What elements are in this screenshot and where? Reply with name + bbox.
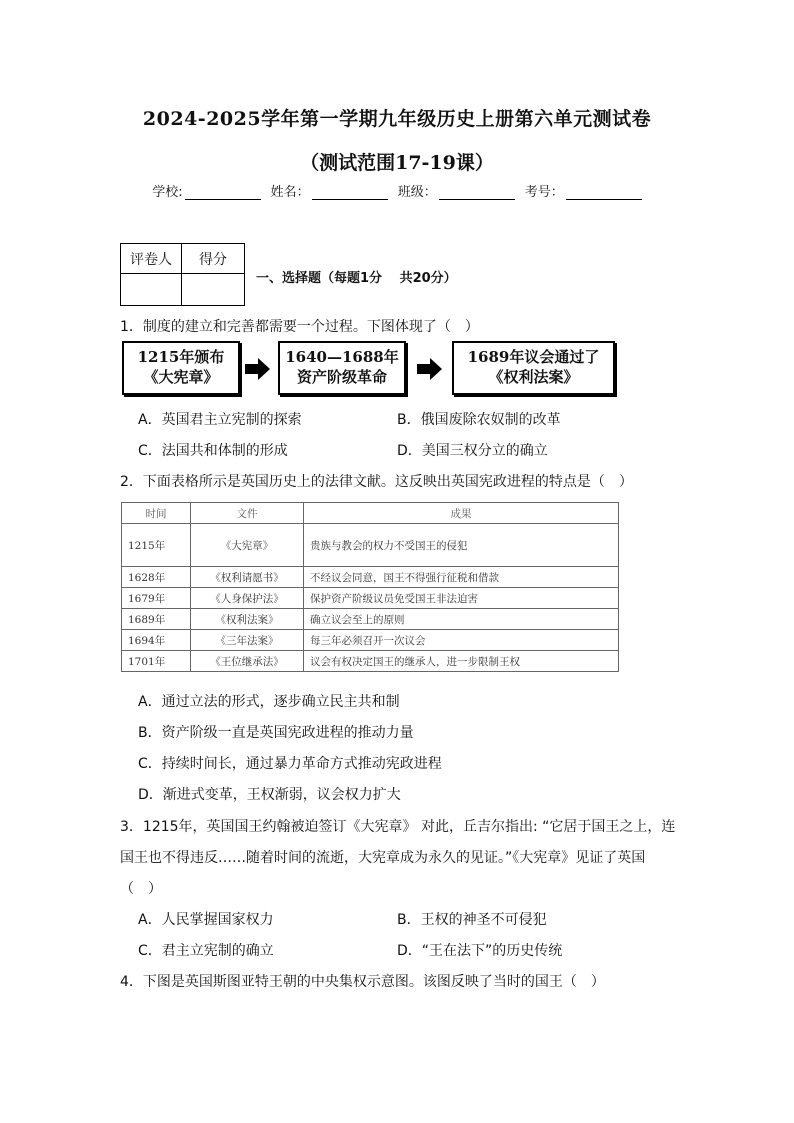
score-cell[interactable] (182, 274, 245, 306)
name-blank[interactable] (312, 185, 388, 200)
q1-option-d[interactable]: D．美国三权分立的确立 (397, 443, 548, 459)
flow-box-3-line2: 《权利法案》 (488, 368, 579, 386)
right-arrow-icon (417, 358, 443, 380)
class-label: 班级： (397, 185, 437, 200)
row-year: 1628年 (122, 567, 191, 588)
class-blank[interactable] (439, 185, 515, 200)
row-year: 1694年 (122, 630, 191, 651)
flow-box-1-line1: 1215年颁布 (137, 348, 225, 366)
flow-box-magna-carta (122, 341, 240, 395)
q3-option-b[interactable]: B．王权的神圣不可侵犯 (397, 912, 547, 928)
header-document: 文件 (191, 503, 304, 524)
exam-number-field[interactable] (525, 181, 642, 200)
exam-subtitle: （测试范围17-19课） (300, 152, 494, 174)
question-2-stem: 2．下面表格所示是英国历史上的法律文献。这反映出英国宪政进程的特点是（ ） (120, 474, 633, 490)
row-document: 《人身保护法》 (191, 588, 304, 609)
q2-option-a[interactable]: A．通过立法的形式，逐步确立民主共和制 (138, 694, 400, 710)
flow-box-1-line2: 《大宪章》 (143, 368, 219, 386)
question-3-stem-line3: （ ） (120, 881, 162, 897)
row-year: 1689年 (122, 609, 191, 630)
row-document: 《王位继承法》 (191, 651, 304, 672)
table-row (122, 651, 619, 672)
table-row (122, 609, 619, 630)
question-4-stem: 4．下图是英国斯图亚特王朝的中央集权示意图。该图反映了当时的国王（ ） (120, 974, 605, 990)
header-time: 时间 (122, 503, 191, 524)
name-field[interactable] (271, 181, 388, 200)
flow-box-bill-of-rights (452, 341, 615, 395)
class-field[interactable] (398, 181, 515, 200)
q3-option-d[interactable]: D．“王在法下”的历史传统 (397, 943, 563, 959)
section-heading: 一、选择题（每题1分 共20分） (256, 271, 457, 286)
q3-option-c[interactable]: C．君主立宪制的确立 (138, 943, 274, 959)
row-document: 《权利请愿书》 (191, 567, 304, 588)
row-result: 每三年必须召开一次议会 (304, 630, 619, 651)
q1-option-b[interactable]: B．俄国废除农奴制的改革 (397, 412, 561, 428)
row-year: 1679年 (122, 588, 191, 609)
row-result: 确立议会至上的原则 (304, 609, 619, 630)
school-field[interactable] (152, 181, 260, 200)
law-documents-table (121, 502, 619, 672)
table-row (122, 567, 619, 588)
question-3-stem-line1: 3．1215年，英国国王约翰被迫签订《大宪章》 对此，丘吉尔指出: “它居于国王之上，连 (120, 819, 676, 835)
header-result: 成果 (304, 503, 619, 524)
q2-option-b[interactable]: B．资产阶级一直是英国宪政进程的推动力量 (138, 725, 414, 741)
flow-box-2-line2: 资产阶级革命 (296, 368, 387, 386)
student-info-row (0, 181, 794, 200)
row-result: 议会有权决定国王的继承人，进一步限制王权 (304, 651, 619, 672)
row-year: 1215年 (122, 524, 191, 567)
row-result: 贵族与教会的权力不受国王的侵犯 (304, 524, 619, 567)
row-document: 《权利法案》 (191, 609, 304, 630)
flow-box-3-line1: 1689年议会通过了 (467, 348, 600, 366)
grader-cell[interactable] (121, 274, 182, 306)
question-3-stem-line2: 国王也不得违反……随着时间的流逝，大宪章成为永久的见证。”《大宪章》见证了英国 (120, 850, 646, 866)
grader-header: 评卷人 (121, 244, 182, 274)
flow-box-revolution (278, 341, 406, 395)
exam-number-label: 考号： (524, 185, 564, 200)
score-header: 得分 (182, 244, 245, 274)
flow-box-2-line1: 1640—1688年 (285, 348, 399, 366)
table-row (122, 524, 619, 567)
name-label: 姓名： (270, 185, 310, 200)
q2-option-d[interactable]: D．渐进式变革，王权渐弱，议会权力扩大 (138, 787, 401, 803)
school-blank[interactable] (185, 185, 261, 200)
q1-option-c[interactable]: C．法国共和体制的形成 (138, 443, 288, 459)
q2-option-c[interactable]: C．持续时间长，通过暴力革命方式推动宪政进程 (138, 756, 442, 772)
school-label: 学校: (152, 185, 183, 200)
right-arrow-icon (245, 358, 271, 380)
table-row (122, 588, 619, 609)
row-result: 保护资产阶级议员免受国王非法迫害 (304, 588, 619, 609)
exam-title: 2024-2025学年第一学期九年级历史上册第六单元测试卷 (142, 108, 652, 130)
row-document: 《三年法案》 (191, 630, 304, 651)
table-header-row (122, 503, 619, 524)
row-document: 《大宪章》 (191, 524, 304, 567)
row-year: 1701年 (122, 651, 191, 672)
question-1-stem: 1．制度的建立和完善都需要一个过程。下图体现了（ ） (120, 319, 479, 335)
grader-score-box (120, 243, 245, 306)
exam-number-blank[interactable] (566, 185, 642, 200)
q1-option-a[interactable]: A．英国君主立宪制的探索 (138, 412, 302, 428)
row-result: 不经议会同意，国王不得强行征税和借款 (304, 567, 619, 588)
table-row (122, 630, 619, 651)
q3-option-a[interactable]: A．人民掌握国家权力 (138, 912, 274, 928)
